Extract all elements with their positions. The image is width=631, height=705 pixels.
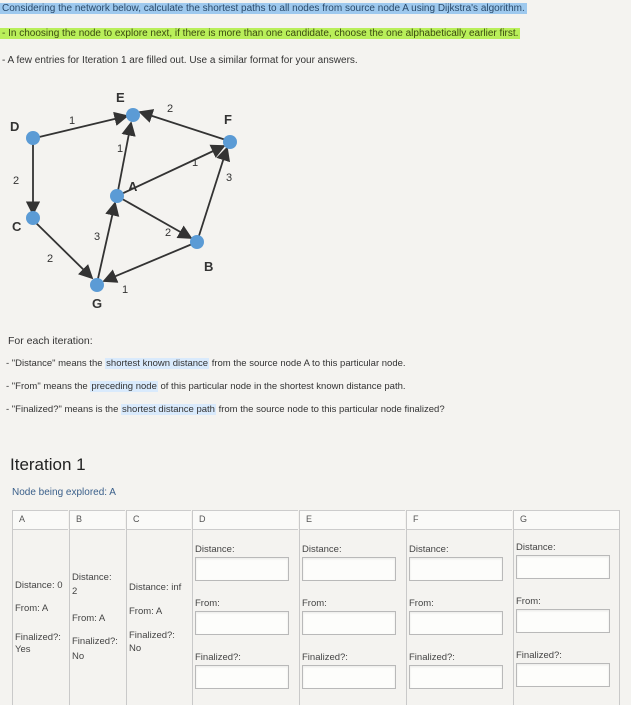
from-input-d[interactable] <box>195 611 289 635</box>
finalized-input-g[interactable] <box>516 663 610 687</box>
from-label-c: From: A <box>129 606 163 617</box>
edge-b-g <box>104 242 197 281</box>
finalized-value-c: No <box>129 643 142 654</box>
from-input-f[interactable] <box>409 611 503 635</box>
column-head-a: A <box>13 510 68 530</box>
column-a <box>12 510 68 705</box>
from-label-f: From: <box>409 598 434 609</box>
weight-c-g: 2 <box>47 253 54 265</box>
edge-f-e <box>140 112 226 140</box>
edge-b-f <box>197 148 227 242</box>
from-input-e[interactable] <box>302 611 396 635</box>
node-label-e: E <box>116 90 125 105</box>
node-label-a: A <box>128 179 138 194</box>
distance-label-g: Distance: <box>516 542 556 553</box>
weight-d-e: 1 <box>69 115 76 127</box>
column-b <box>69 510 125 705</box>
node-label-f: F <box>224 112 232 127</box>
column-head-c: C <box>127 510 191 530</box>
distance-label-a: Distance: 0 <box>15 580 63 591</box>
finalized-label-f: Finalized?: <box>409 652 455 663</box>
column-head-d: D <box>193 510 298 530</box>
iteration-title: Iteration 1 <box>10 455 86 474</box>
distance-input-g[interactable] <box>516 555 610 579</box>
finalized-label-d: Finalized?: <box>195 652 241 663</box>
node-f <box>223 135 237 149</box>
column-e <box>299 510 405 705</box>
column-g <box>513 510 620 705</box>
instruction-line-3: - A few entries for Iteration 1 are filled out. Use a similar format for your answers. <box>2 55 358 66</box>
distance-input-d[interactable] <box>195 557 289 581</box>
finalized-label-e: Finalized?: <box>302 652 348 663</box>
weight-a-b: 2 <box>165 227 172 239</box>
node-label-d: D <box>10 119 20 134</box>
edge-g-a <box>97 203 115 283</box>
column-d <box>192 510 298 705</box>
from-input-g[interactable] <box>516 609 610 633</box>
explanation-finalized: - "Finalized?" means is the shortest distance path from the source node to this particular node finalized? <box>6 404 445 415</box>
node-label-b: B <box>204 259 214 274</box>
finalized-label-b: Finalized?: <box>72 636 118 647</box>
edge-d-e <box>35 116 127 138</box>
weight-b-f: 3 <box>226 172 233 184</box>
from-label-d: From: <box>195 598 220 609</box>
network-graph <box>0 78 300 318</box>
distance-input-f[interactable] <box>409 557 503 581</box>
instruction-line-1 <box>0 3 527 14</box>
weight-g-a: 3 <box>94 231 101 243</box>
node-e <box>126 108 140 122</box>
column-c <box>126 510 191 705</box>
from-label-b: From: A <box>72 613 106 624</box>
instruction-text-1: Considering the network below, calculate the shortest paths to all nodes from source node A using Dijkstra's algorithm. <box>2 3 525 14</box>
node-d <box>26 131 40 145</box>
finalized-value-b: No <box>72 651 85 662</box>
column-f <box>406 510 512 705</box>
distance-label-e: Distance: <box>302 544 342 555</box>
weight-b-g: 1 <box>122 284 129 296</box>
node-being-explored: Node being explored: A <box>12 487 116 498</box>
finalized-input-d[interactable] <box>195 665 289 689</box>
node-a <box>110 189 124 203</box>
distance-value-b: 2 <box>72 586 78 597</box>
finalized-label-a: Finalized?: <box>15 632 61 643</box>
weight-a-e: 1 <box>117 143 124 155</box>
node-c <box>26 211 40 225</box>
column-head-g: G <box>514 510 619 530</box>
explanation-from: - "From" means the preceding node of this particular node in the shortest known distance path. <box>6 381 406 392</box>
finalized-value-a: Yes <box>15 644 31 655</box>
distance-input-e[interactable] <box>302 557 396 581</box>
from-label-g: From: <box>516 596 541 607</box>
edge-c-g <box>33 220 92 278</box>
explanation-heading: For each iteration: <box>8 335 93 347</box>
finalized-label-g: Finalized?: <box>516 650 562 661</box>
column-head-e: E <box>300 510 405 530</box>
finalized-label-c: Finalized?: <box>129 630 175 641</box>
node-g <box>90 278 104 292</box>
edge-a-b <box>117 196 191 238</box>
distance-label-b: Distance: <box>72 572 112 583</box>
node-b <box>190 235 204 249</box>
finalized-input-e[interactable] <box>302 665 396 689</box>
distance-label-d: Distance: <box>195 544 235 555</box>
node-label-c: C <box>12 219 22 234</box>
explanation-distance: - "Distance" means the shortest known distance from the source node A to this particular node. <box>6 358 406 369</box>
instruction-text-2: - In choosing the node to explore next, if there is more than one candidate, choose the one alphabetically earlier first. <box>2 28 519 39</box>
instruction-line-2 <box>0 28 520 39</box>
weight-f-e: 2 <box>167 103 174 115</box>
from-label-e: From: <box>302 598 327 609</box>
column-head-f: F <box>407 510 512 530</box>
from-label-a: From: A <box>15 603 49 614</box>
distance-label-f: Distance: <box>409 544 449 555</box>
finalized-input-f[interactable] <box>409 665 503 689</box>
node-label-g: G <box>92 296 103 311</box>
distance-label-c: Distance: inf <box>129 582 182 593</box>
column-head-b: B <box>70 510 125 530</box>
weight-a-f: 1 <box>192 157 199 169</box>
weight-d-c: 2 <box>13 175 20 187</box>
